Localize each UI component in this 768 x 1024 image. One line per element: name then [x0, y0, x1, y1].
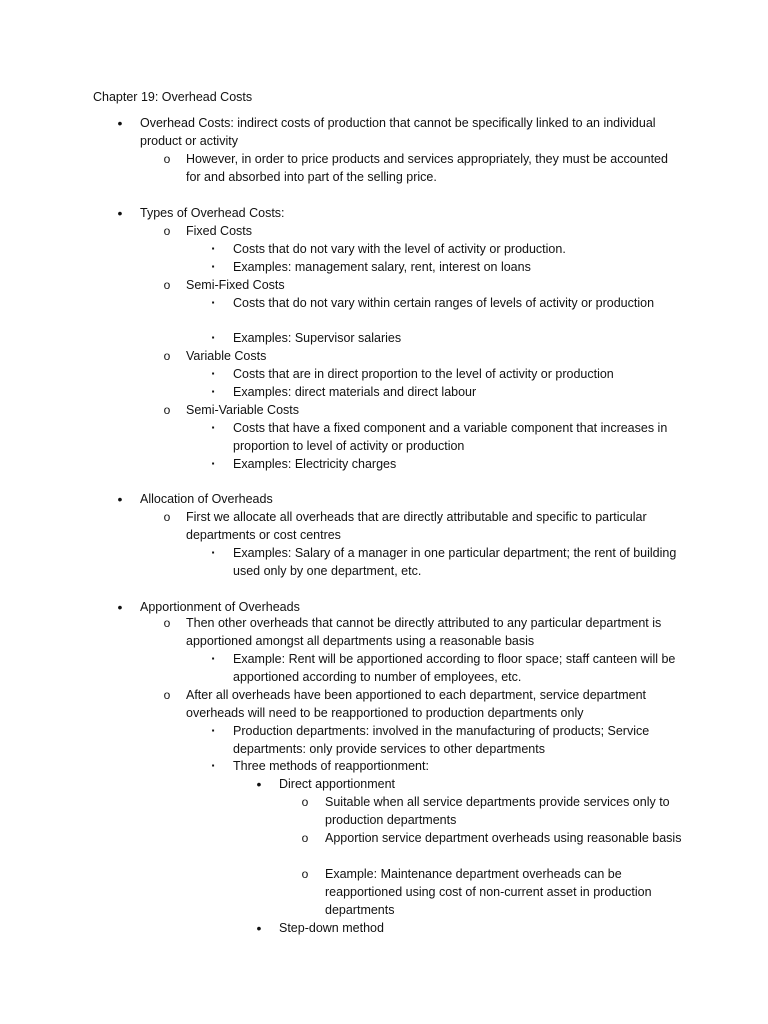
list-item-text: Three methods of reapportionment:: [233, 759, 429, 773]
bullet-icon: ▪: [211, 726, 215, 735]
list-item-text: Production departments: involved in the manufacturing of products; Service departments: only provide services to other departments: [233, 724, 650, 756]
bullet-icon: o: [163, 510, 171, 524]
bullet-icon: ▪: [211, 387, 215, 396]
list-item-text: After all overheads have been apportioned to each department, service department overheads will need to be reapportioned to production departments only: [186, 688, 647, 720]
bullet-icon: ▪: [211, 262, 215, 271]
list-item-text: Direct apportionment: [279, 777, 396, 791]
list-item-text: Examples: direct materials and direct labour: [233, 385, 477, 399]
bullet-icon: o: [301, 831, 309, 845]
bullet-icon: ▪: [211, 761, 215, 770]
list-item-text: Semi-Fixed Costs: [186, 278, 285, 292]
list-item-text: Allocation of Overheads: [140, 492, 273, 506]
list-item-text: Overhead Costs: indirect costs of production that cannot be specifically linked to an individual product or activity: [140, 116, 656, 148]
bullet-icon: •: [117, 599, 123, 615]
list-item-text: Apportion service department overheads using reasonable basis: [325, 831, 682, 845]
list-item-text: Costs that are in direct proportion to the level of activity or production: [233, 367, 614, 381]
list-item-text: Example: Maintenance department overheads can be reapportioned using cost of non-current asset in production departments: [325, 867, 652, 917]
list-item-text: Fixed Costs: [186, 224, 252, 238]
bullet-icon: o: [163, 152, 171, 166]
list-item-text: Variable Costs: [186, 349, 267, 363]
bullet-icon: •: [256, 920, 262, 936]
list-item-text: Costs that do not vary within certain ranges of levels of activity or production: [233, 296, 655, 310]
list-item-text: However, in order to price products and services appropriately, they must be accounted for and absorbed into part of the selling price.: [186, 152, 668, 184]
list-item-text: Suitable when all service departments provide services only to production departments: [325, 795, 670, 827]
bullet-icon: o: [301, 867, 309, 881]
list-item-text: Examples: Salary of a manager in one particular department; the rent of building used only by one department, etc.: [233, 546, 677, 578]
bullet-icon: o: [163, 278, 171, 292]
bullet-icon: ▪: [211, 548, 215, 557]
bullet-icon: ▪: [211, 459, 215, 468]
list-item-text: Examples: management salary, rent, interest on loans: [233, 260, 531, 274]
bullet-icon: ▪: [211, 333, 215, 342]
list-item-text: Then other overheads that cannot be directly attributed to any particular department is apportioned amongst all departments using a reasonable basis: [186, 616, 662, 648]
bullet-icon: ▪: [211, 654, 215, 663]
list-item-text: Types of Overhead Costs:: [140, 206, 285, 220]
bullet-icon: ▪: [211, 423, 215, 432]
bullet-icon: ▪: [211, 369, 215, 378]
bullet-icon: •: [117, 115, 123, 131]
bullet-icon: •: [256, 776, 262, 792]
bullet-icon: o: [163, 349, 171, 363]
list-item-text: Semi-Variable Costs: [186, 403, 300, 417]
bullet-icon: o: [163, 688, 171, 702]
list-item-text: Example: Rent will be apportioned according to floor space; staff canteen will be apportioned according to number of employees, etc.: [233, 652, 676, 684]
list-item-text: Costs that have a fixed component and a variable component that increases in proportion to level of activity or production: [233, 421, 668, 453]
bullet-icon: o: [301, 795, 309, 809]
bullet-icon: •: [117, 205, 123, 221]
bullet-icon: o: [163, 224, 171, 238]
chapter-title: Chapter 19: Overhead Costs: [93, 90, 253, 104]
list-item-text: Examples: Electricity charges: [233, 457, 397, 471]
bullet-icon: ▪: [211, 244, 215, 253]
bullet-icon: o: [163, 403, 171, 417]
bullet-icon: •: [117, 491, 123, 507]
list-item-text: First we allocate all overheads that are directly attributable and specific to particular departments or cost centres: [186, 510, 647, 542]
list-item-text: Step-down method: [279, 921, 384, 935]
bullet-icon: o: [163, 616, 171, 630]
list-item-text: Costs that do not vary with the level of activity or production.: [233, 242, 566, 256]
list-item-text: Apportionment of Overheads: [140, 600, 300, 614]
list-item-text: Examples: Supervisor salaries: [233, 331, 402, 345]
bullet-icon: ▪: [211, 298, 215, 307]
